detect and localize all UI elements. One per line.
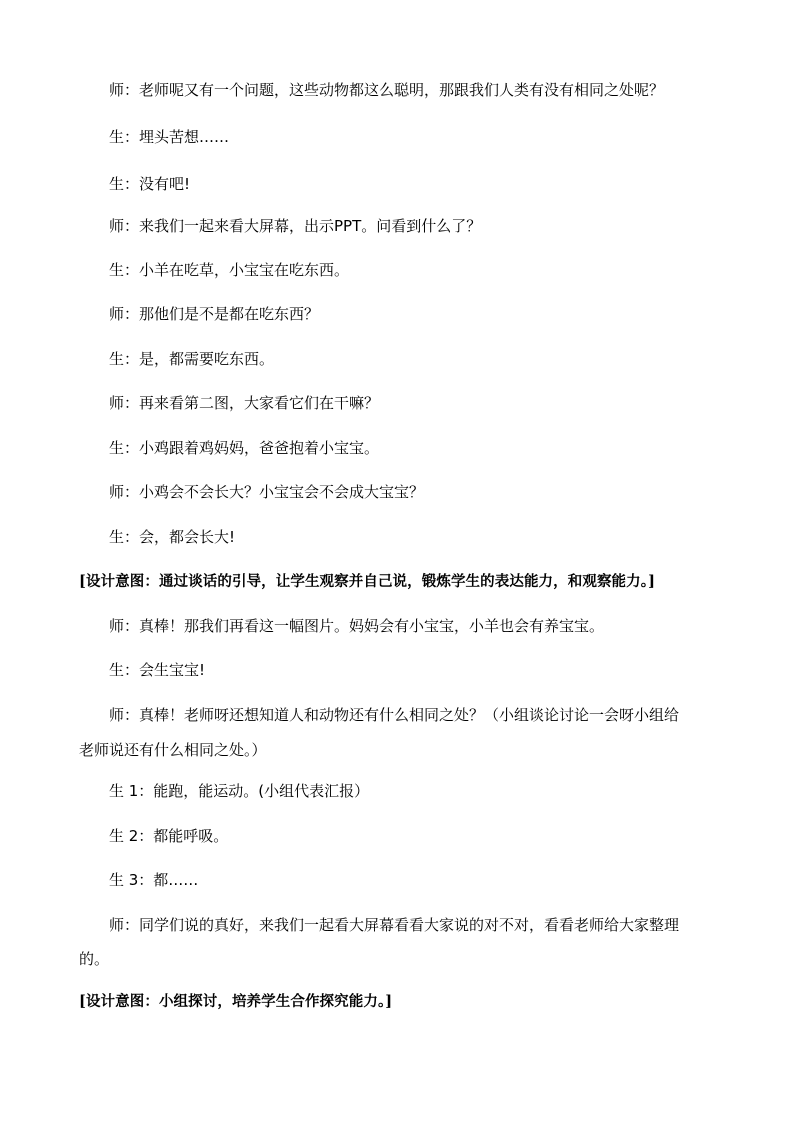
dialogue-line: 生：埋头苦想……	[109, 128, 230, 146]
dialogue-line: 生：会生宝宝!	[109, 661, 206, 679]
dialogue-line: 生：是，都需要吃东西。	[109, 350, 275, 368]
dialogue-line: 生：小羊在吃草，小宝宝在吃东西。	[109, 261, 350, 279]
dialogue-line: 师：再来看第二图，大家看它们在干嘛？	[109, 394, 380, 412]
design-intent-note: [设计意图：通过谈话的引导，让学生观察并自己说，锻炼学生的表达能力，和观察能力。]	[79, 573, 656, 590]
dialogue-line: 生 3：都……	[109, 871, 199, 889]
dialogue-line: 生：小鸡跟着鸡妈妈，爸爸抱着小宝宝。	[109, 439, 380, 457]
dialogue-line: 师：小鸡会不会长大？小宝宝会不会成大宝宝？	[109, 483, 425, 501]
dialogue-line-continued: 的。	[79, 950, 110, 968]
dialogue-line: 师：真棒！老师呀还想知道人和动物还有什么相同之处？（小组谈论讨论一会呀小组给	[109, 706, 680, 724]
dialogue-line: 师：那他们是不是都在吃东西？	[109, 305, 320, 323]
dialogue-line: 师：真棒！那我们再看这一幅图片。妈妈会有小宝宝，小羊也会有养宝宝。	[109, 617, 605, 635]
design-intent-note: [设计意图：小组探讨，培养学生合作探究能力。]	[79, 993, 393, 1010]
dialogue-line: 生：没有吧!	[109, 175, 191, 193]
dialogue-line-continued: 老师说还有什么相同之处。）	[79, 741, 267, 759]
dialogue-line: 师：同学们说的真好，来我们一起看大屏幕看看大家说的对不对，看看老师给大家整理	[109, 916, 680, 934]
dialogue-line: 生 1：能跑，能运动。(小组代表汇报）	[109, 782, 370, 800]
dialogue-line: 师：来我们一起来看大屏幕，出示PPT。问看到什么了？	[109, 217, 482, 235]
dialogue-line: 生：会，都会长大!	[109, 528, 236, 546]
dialogue-line: 师：老师呢又有一个问题，这些动物都这么聪明，那跟我们人类有没有相同之处呢？	[109, 81, 665, 99]
dialogue-line: 生 2：都能呼吸。	[109, 827, 229, 845]
